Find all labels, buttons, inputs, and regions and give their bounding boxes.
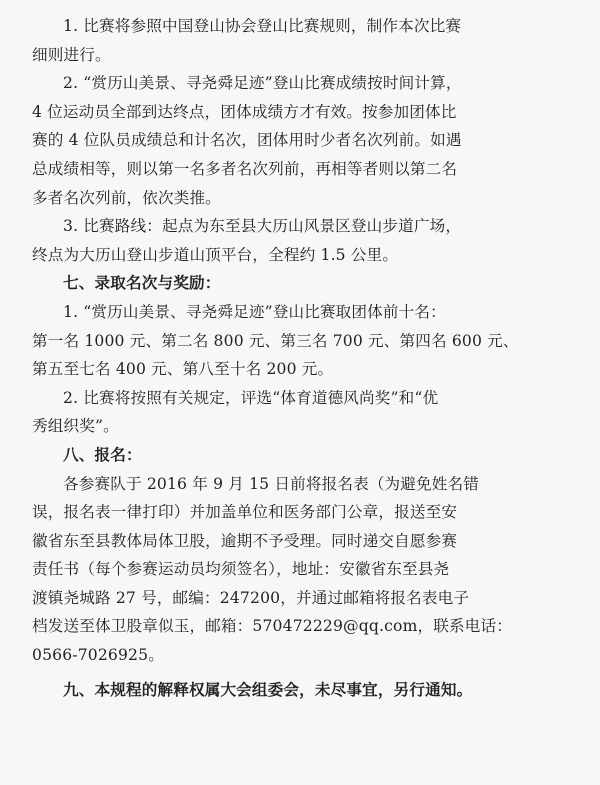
registration-line-2: 误，报名表一律打印）并加盖单位和医务部门公章，报送至安 <box>32 503 458 522</box>
award-1-line-2: 第一名 1000 元、第二名 800 元、第三名 700 元、第四名 600 元、 <box>32 331 519 350</box>
rule-2-line-1: 2. “赏历山美景、寻尧舜足迹”登山比赛成绩按时间计算， <box>63 74 462 93</box>
registration-line-3: 徽省东至县教体局体卫股，逾期不予受理。同时递交自愿参赛 <box>32 531 458 550</box>
section-8-heading: 八、报名： <box>63 445 142 464</box>
rule-1-line-2: 细则进行。 <box>32 45 111 64</box>
section-7-heading: 七、录取名次与奖励： <box>63 274 221 293</box>
rule-3-line-1: 3. 比赛路线：起点为东至县大历山风景区登山步道广场， <box>63 217 462 236</box>
registration-line-1: 各参赛队于 2016 年 9 月 15 日前将报名表（为避免姓名错 <box>63 474 480 493</box>
rule-2-line-5: 多者名次列前，依次类推。 <box>32 188 221 207</box>
rule-1-line-1: 1. 比赛将参照中国登山协会登山比赛规则，制作本次比赛 <box>63 17 462 35</box>
registration-line-5: 渡镇尧城路 27 号，邮编：247200，并通过邮箱将报名表电子 <box>32 588 470 607</box>
award-1-line-1: 1. “赏历山美景、寻尧舜足迹”登山比赛取团体前十名： <box>63 302 446 321</box>
rule-2-line-2: 4 位运动员全部到达终点，团体成绩方才有效。按参加团体比 <box>32 102 457 121</box>
rule-3-line-2: 终点为大历山登山步道山顶平台，全程约 1.5 公里。 <box>32 245 399 264</box>
registration-line-6: 档发送至体卫股章似玉，邮箱：570472229@qq.com，联系电话： <box>32 617 512 636</box>
award-1-line-3: 第五至七名 400 元、第八至十名 200 元。 <box>32 360 334 379</box>
rule-2-line-3: 赛的 4 位队员成绩总和计名次，团体用时少者名次列前。如遇 <box>32 131 462 150</box>
award-2-line-1: 2. 比赛将按照有关规定，评选“体育道德风尚奖”和“优 <box>63 388 439 407</box>
rule-2-line-4: 总成绩相等，则以第一名多者名次列前，再相等者则以第二名 <box>32 159 458 178</box>
section-9-heading: 九、本规程的解释权属大会组委会，未尽事宜，另行通知。 <box>63 680 473 699</box>
award-2-line-2: 秀组织奖”。 <box>32 417 119 436</box>
registration-line-7: 0566-7026925。 <box>32 646 164 665</box>
registration-line-4: 责任书（每个参赛运动员均须签名），地址：安徽省东至县尧 <box>32 560 450 579</box>
